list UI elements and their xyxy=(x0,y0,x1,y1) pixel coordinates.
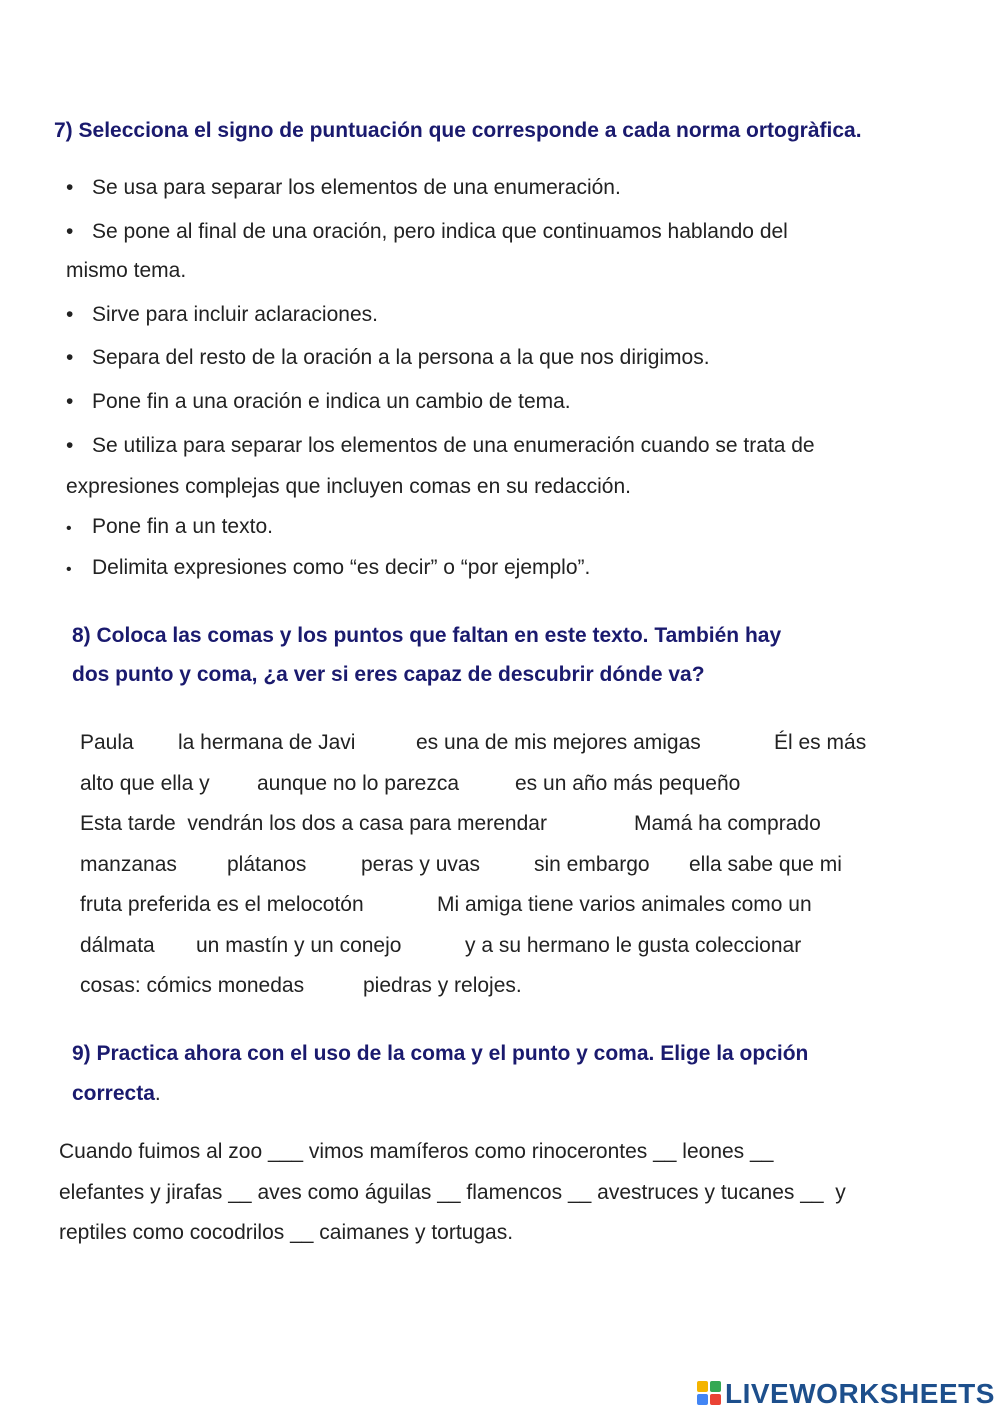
text-segment: manzanas xyxy=(80,853,177,876)
text-segment: ella sabe que mi xyxy=(689,853,842,876)
text-segment: piedras y relojes. xyxy=(363,974,522,997)
bullet: • xyxy=(66,303,74,326)
text-segment: Él es más xyxy=(774,731,867,754)
section-9-title: 9) Practica ahora con el uso de la coma y el punto y coma. Elige la opción xyxy=(72,1042,809,1065)
list-item: • Sirve para incluir aclaraciones. xyxy=(66,303,378,326)
liveworksheets-logo[interactable] xyxy=(697,1378,995,1410)
list-item-continuation: mismo tema. xyxy=(66,259,187,282)
list-item: • Pone fin a un texto. xyxy=(66,515,273,538)
bullet: • xyxy=(66,520,72,537)
text-segment: plátanos xyxy=(227,853,307,876)
text-segment: un mastín y un conejo xyxy=(196,934,402,957)
list-item: • Separa del resto de la oración a la persona a la que nos dirigimos. xyxy=(66,346,710,369)
text-segment: Mamá ha comprado xyxy=(634,812,821,835)
bullet: • xyxy=(66,220,74,243)
section-8-title: 8) Coloca las comas y los puntos que faltan en este texto. También hay xyxy=(72,624,782,647)
text-segment: peras y uvas xyxy=(361,853,481,876)
list-item: • Se utiliza para separar los elementos de una enumeración cuando se trata de xyxy=(66,434,815,457)
bullet: • xyxy=(66,434,74,457)
list-item: • Se usa para separar los elementos de una enumeración. xyxy=(66,176,621,199)
text-segment: dálmata xyxy=(80,934,155,957)
liveworksheets-logo-icon xyxy=(697,1381,723,1407)
bullet: • xyxy=(66,176,74,199)
bullet: • xyxy=(66,346,74,369)
text-segment: alto que ella y xyxy=(80,772,210,795)
bullet: • xyxy=(66,390,74,413)
text-segment: sin embargo xyxy=(534,853,650,876)
exercise-line: elefantes y jirafas __ aves como águilas __ flamencos __ avestruces y tucanes __ y xyxy=(59,1181,846,1204)
logo-text: LIVEWORKSHEETS xyxy=(725,1378,995,1409)
text-segment: Mi amiga tiene varios animales como un xyxy=(437,893,812,916)
list-item: • Pone fin a una oración e indica un cambio de tema. xyxy=(66,390,571,413)
text-segment: es un año más pequeño xyxy=(515,772,741,795)
text-segment: la hermana de Javi xyxy=(178,731,356,754)
section-8-title: dos punto y coma, ¿a ver si eres capaz de descubrir dónde va? xyxy=(72,663,705,686)
text-segment: es una de mis mejores amigas xyxy=(416,731,701,754)
text-segment: Paula xyxy=(80,731,134,754)
list-item: • Delimita expresiones como “es decir” o “por ejemplo”. xyxy=(66,556,591,579)
section-9-title: correcta. xyxy=(72,1082,161,1105)
text-segment: fruta preferida es el melocotón xyxy=(80,893,364,916)
section-7-title: 7) Selecciona el signo de puntuación que corresponde a cada norma ortogràfica. xyxy=(54,119,862,142)
text-segment: cosas: cómics monedas xyxy=(80,974,305,997)
bullet: • xyxy=(66,561,72,578)
exercise-line: Cuando fuimos al zoo ___ vimos mamíferos como rinocerontes __ leones __ xyxy=(59,1140,774,1163)
list-item-continuation: expresiones complejas que incluyen comas en su redacción. xyxy=(66,475,631,498)
text-segment: aunque no lo parezca xyxy=(257,772,459,795)
exercise-line: reptiles como cocodrilos __ caimanes y tortugas. xyxy=(59,1221,514,1244)
text-segment: y a su hermano le gusta coleccionar xyxy=(465,934,802,957)
text-segment: Esta tarde vendrán los dos a casa para merendar xyxy=(80,812,547,835)
list-item: • Se pone al final de una oración, pero indica que continuamos hablando del xyxy=(66,220,788,243)
